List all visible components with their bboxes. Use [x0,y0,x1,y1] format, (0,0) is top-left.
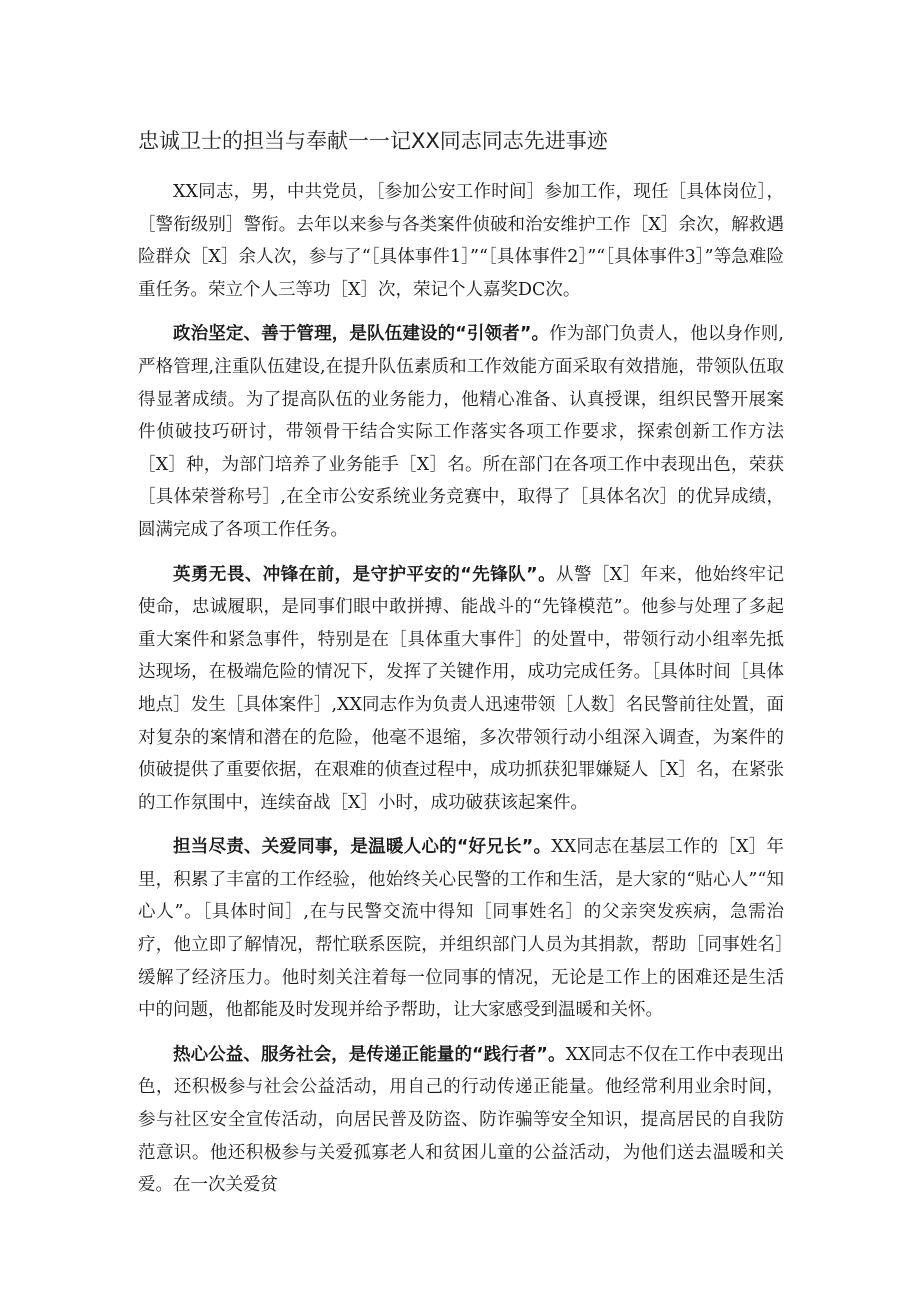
document-body [138,176,784,1214]
paragraph-intro [138,176,784,306]
paragraph-text: 作为部门负责人，他以身作则,严格管理,注重队伍建设,在提升队伍素质和工作效能方面采取有效措施，带领队伍取得显著成绩。为了提高队伍的业务能力，他精心准备、认真授课，组织民警开展案件侦破技巧研讨，带领骨干结合实际工作落实各项工作要求，探索创新工作方法［X］种，为部门培养了业务能手［X］名。所在部门在各项工作中表现出色，荣获［具体荣誉称号］,在全市公安系统业务竞赛中，取得了［具体名次］的优异成绩，圆满完成了各项工作任务。 [138,324,784,540]
paragraph-lead: 政治坚定、善于管理，是队伍建设的“引领者”。 [173,324,550,345]
paragraph-lead: 英勇无畏、冲锋在前，是守护平安的“先锋队”。 [173,564,557,585]
paragraph-vanguard [138,559,784,820]
document-title: 忠诚卫士的担当与奉献一一记XX同志同志先进事迹 [138,129,608,153]
paragraph-text: XX同志，男，中共党员，［参加公安工作时间］参加工作，现任［具体岗位］，［警衔级别］警衔。去年以来参与各类案件侦破和治安维护工作［X］余次，解救遇险群众［X］余人次，参与了“［具体事件1］”“［具体事件2］”“［具体事件3］”等急难险重任务。荣立个人三等功［X］次，荣记个人嘉奖DC次。 [138,182,784,300]
paragraph-text: 从警［X］年来，他始终牢记使命，忠诚履职，是同事们眼中敢拼搏、能战斗的“先锋模范”。他参与处理了多起重大案件和紧急事件，特别是在［具体重大事件］的处置中，带领行动小组率先抵达现场，在极端危险的情况下，发挥了关键作用，成功完成任务。［具体时间［具体地点］发生［具体案件］,XX同志作为负责人迅速带领［人数］名民警前往处置，面对复杂的案情和潜在的危险，他毫不退缩，多次带领行动小组深入调查，为案件的侦破提供了重要依据，在艰难的侦查过程中，成功抓获犯罪嫌疑人［X］名，在紧张的工作氛围中，连续奋战［X］小时，成功破获该起案件。 [138,564,784,813]
paragraph-public-welfare [138,1039,784,1202]
paragraph-lead: 热心公益、服务社会，是传递正能量的“践行者”。 [173,1044,566,1065]
paragraph-caring [138,831,784,1027]
paragraph-leadership [138,318,784,546]
paragraph-text: XX同志不仅在工作中表现出色，还积极参与社会公益活动，用自己的行动传递正能量。他经常利用业余时间，参与社区安全宣传活动，向居民普及防盗、防诈骗等安全知识，提高居民的自我防范意识。他还积极参与关爱孤寡老人和贫困儿童的公益活动，为他们送去温暖和关爱。在一次关爱贫 [138,1044,784,1196]
paragraph-text: XX同志在基层工作的［X］年里，积累了丰富的工作经验，他始终关心民警的工作和生活，是大家的“贴心人”“知心人”。［具体时间］,在与民警交流中得知［同事姓名］的父亲突发疾病，急需治疗，他立即了解情况，帮忙联系医院，并组织部门人员为其捐款，帮助［同事姓名］缓解了经济压力。他时刻关注着每一位同事的情况，无论是工作上的困难还是生活中的问题，他都能及时发现并给予帮助，让大家感受到温暖和关怀。 [138,837,784,1021]
paragraph-lead: 担当尽责、关爱同事，是温暖人心的“好兄长”。 [173,837,552,858]
